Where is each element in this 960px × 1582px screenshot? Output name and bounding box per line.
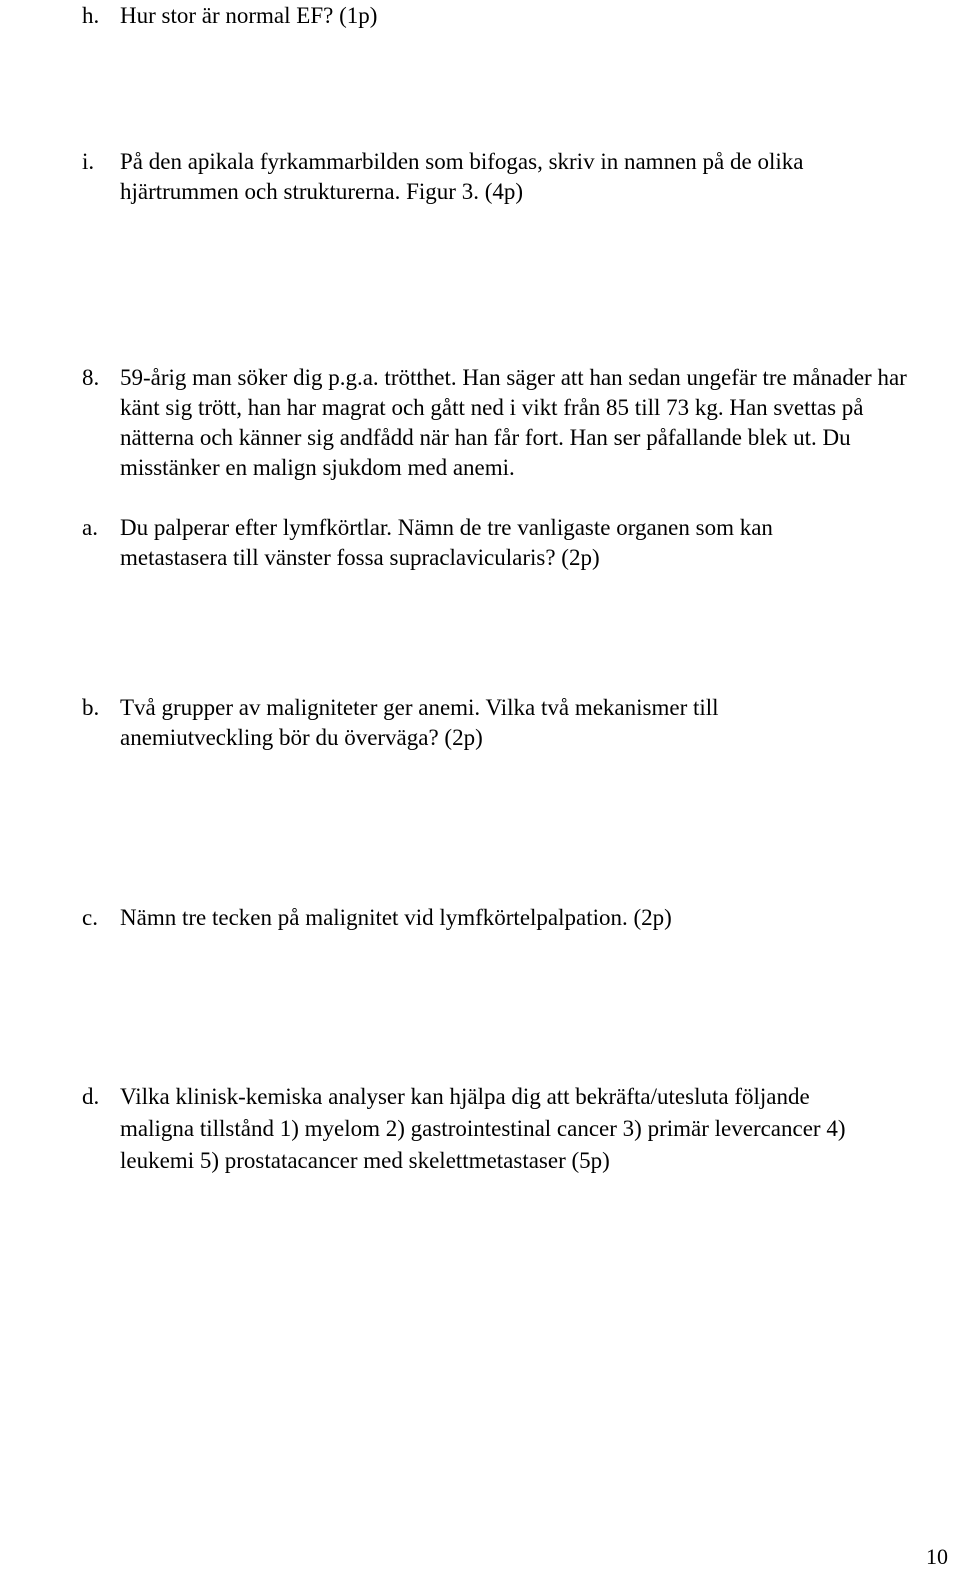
question-c-text: Nämn tre tecken på malignitet vid lymfkörtelpalpation. (2p)	[120, 905, 672, 930]
question-i-label: i.	[82, 149, 95, 174]
page-number: 10	[926, 1544, 948, 1569]
question-a-text-line-1: Du palperar efter lymfkörtlar. Nämn de tre vanligaste organen som kan	[120, 515, 773, 540]
question-a-label: a.	[82, 515, 98, 540]
question-d-label: d.	[82, 1084, 100, 1109]
question-i-text-line-2: hjärtrummen och strukturerna. Figur 3. (4p)	[120, 179, 524, 204]
question-8-text-line-4: misstänker en malign sjukdom med anemi.	[120, 455, 515, 480]
question-c-label: c.	[82, 905, 98, 930]
question-b-text-line-1: Två grupper av maligniteter ger anemi. Vilka två mekanismer till	[120, 695, 719, 720]
question-h-label: h.	[82, 3, 100, 28]
question-b-text-line-2: anemiutveckling bör du överväga? (2p)	[120, 725, 483, 750]
question-d-text-line-1: Vilka klinisk-kemiska analyser kan hjälpa dig att bekräfta/utesluta följande	[120, 1084, 810, 1109]
question-i-text-line-1: På den apikala fyrkammarbilden som bifogas, skriv in namnen på de olika	[120, 149, 804, 174]
question-d-text-line-3: leukemi 5) prostatacancer med skelettmetastaser (5p)	[120, 1148, 610, 1173]
question-d-text-line-2: maligna tillstånd 1) myelom 2) gastrointestinal cancer 3) primär levercancer 4)	[120, 1116, 846, 1141]
question-a-text-line-2: metastasera till vänster fossa supraclavicularis? (2p)	[120, 545, 600, 570]
question-8-label: 8.	[82, 365, 100, 390]
question-8-text-line-3: nätterna och känner sig andfådd när han får fort. Han ser påfallande blek ut. Du	[120, 425, 851, 450]
question-8-text-line-1: 59-årig man söker dig p.g.a. trötthet. Han säger att han sedan ungefär tre månader har	[120, 365, 907, 390]
question-b-label: b.	[82, 695, 100, 720]
question-8-text-line-2: känt sig trött, han har magrat och gått ned i vikt från 85 till 73 kg. Han svettas på	[120, 395, 864, 420]
question-h-text: Hur stor är normal EF? (1p)	[120, 3, 378, 28]
